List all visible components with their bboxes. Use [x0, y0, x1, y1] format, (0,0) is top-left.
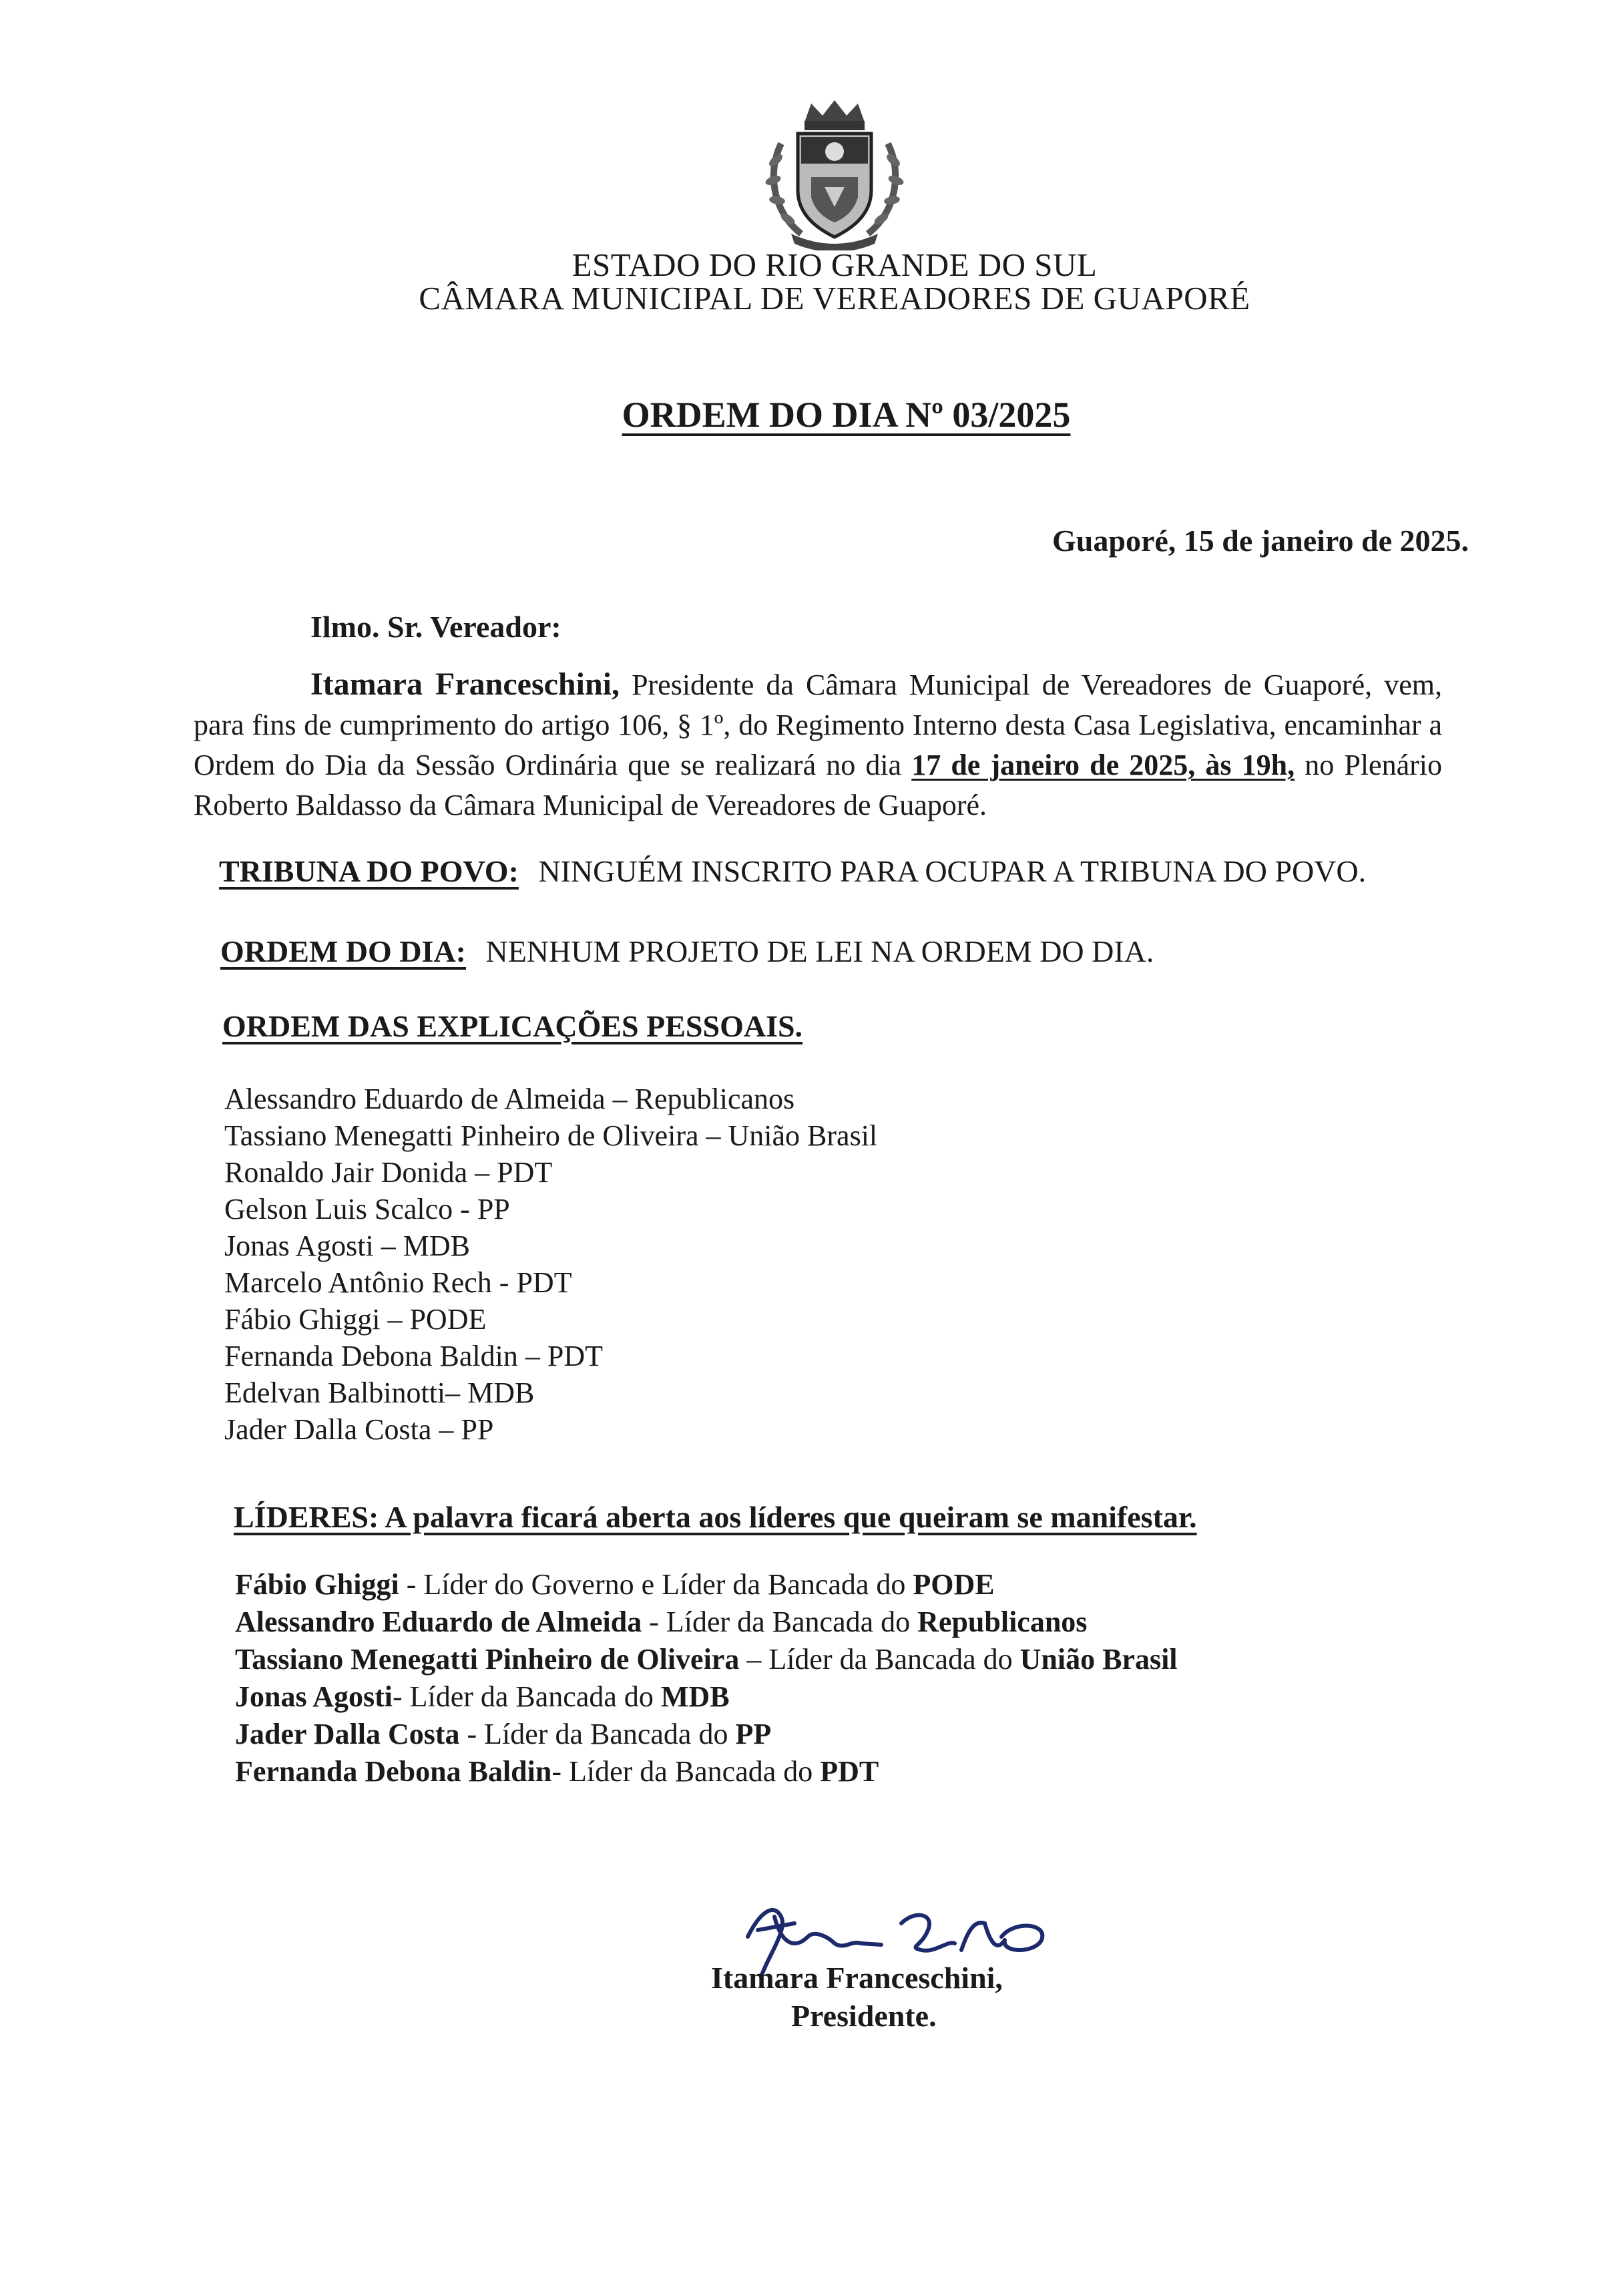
ordem-text: NENHUM PROJETO DE LEI NA ORDEM DO DIA.	[485, 934, 1154, 968]
list-item: Alessandro Eduardo de Almeida – Republicanos	[224, 1083, 795, 1115]
list-item: Edelvan Balbinotti– MDB	[224, 1376, 535, 1409]
state-name: ESTADO DO RIO GRANDE DO SUL	[571, 246, 1098, 283]
coat-of-arms-icon	[761, 97, 908, 250]
intro-text-before: Presidente da Câmara Municipal de Vereadores de Guaporé, vem, para fins de cumprimento do artigo 106, § 1º, do Regimento Interno desta Casa Legislativa, encaminhar a Ordem do Dia da Sessão Ordinária que se realizará no dia	[194, 668, 1442, 781]
list-item: Jader Dalla Costa – PP	[224, 1413, 494, 1446]
leader-item: Fernanda Debona Baldin- Líder da Bancada do PDT	[235, 1755, 879, 1788]
explicacoes-list	[224, 1081, 877, 1448]
tribuna-section	[219, 853, 1366, 889]
lideres-list	[235, 1566, 1178, 1790]
session-date: 17 de janeiro de 2025, às 19h,	[911, 749, 1295, 781]
leader-item: Fábio Ghiggi - Líder do Governo e Líder da Bancada do PODE	[235, 1568, 995, 1601]
chamber-name: CÂMARA MUNICIPAL DE VEREADORES DE GUAPORÉ	[419, 280, 1250, 317]
salutation: Ilmo. Sr. Vereador:	[310, 610, 561, 644]
explicacoes-label: ORDEM DAS EXPLICAÇÕES PESSOAIS.	[222, 1009, 803, 1043]
tribuna-label: TRIBUNA DO POVO:	[219, 854, 519, 888]
intro-text-after: no Plenário Roberto Baldasso da Câmara Municipal de Vereadores de Guaporé.	[194, 749, 1442, 821]
leader-item: Jonas Agosti- Líder da Bancada do MDB	[235, 1680, 730, 1713]
list-item: Fábio Ghiggi – PODE	[224, 1303, 487, 1336]
document-title: ORDEM DO DIA Nº 03/2025	[622, 395, 1071, 435]
list-item: Gelson Luis Scalco - PP	[224, 1193, 510, 1225]
ordem-label: ORDEM DO DIA:	[220, 934, 466, 968]
list-item: Marcelo Antônio Rech - PDT	[224, 1266, 572, 1299]
signatory-name: Itamara Franceschini,	[711, 1961, 1003, 1995]
intro-paragraph	[194, 664, 1442, 825]
president-name: Itamara Franceschini,	[310, 666, 620, 702]
explicacoes-section	[222, 1008, 802, 1044]
list-item: Fernanda Debona Baldin – PDT	[224, 1340, 603, 1372]
list-item: Tassiano Menegatti Pinheiro de Oliveira – União Brasil	[224, 1119, 878, 1152]
leader-item: Jader Dalla Costa - Líder da Bancada do PP	[235, 1718, 772, 1750]
date-line: Guaporé, 15 de janeiro de 2025.	[1052, 524, 1469, 558]
lideres-label: LÍDERES: A palavra ficará aberta aos líderes que queiram se manifestar.	[234, 1500, 1197, 1534]
lideres-section	[234, 1499, 1197, 1535]
list-item: Ronaldo Jair Donida – PDT	[224, 1156, 553, 1189]
signatory-title: Presidente.	[791, 1999, 937, 2033]
leader-item: Alessandro Eduardo de Almeida - Líder da Bancada do Republicanos	[235, 1605, 1088, 1638]
tribuna-text: NINGUÉM INSCRITO PARA OCUPAR A TRIBUNA DO POVO.	[538, 854, 1367, 888]
leader-item: Tassiano Menegatti Pinheiro de Oliveira – Líder da Bancada do União Brasil	[235, 1643, 1178, 1676]
list-item: Jonas Agosti – MDB	[224, 1229, 470, 1262]
ordem-section	[220, 934, 1154, 969]
